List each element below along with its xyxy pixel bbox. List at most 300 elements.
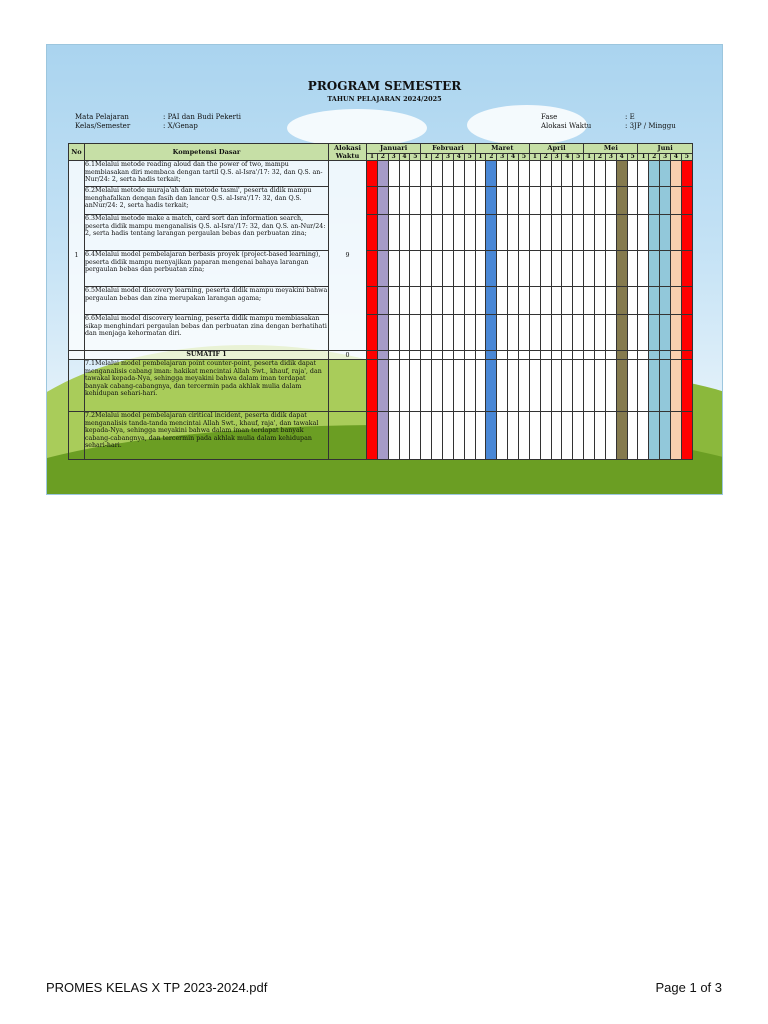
meta-label: Kelas/Semester bbox=[75, 122, 131, 130]
meta-value: : X/Genap bbox=[163, 122, 198, 130]
week-cell bbox=[584, 161, 595, 187]
week-cell bbox=[519, 287, 530, 315]
header-week: 5 bbox=[464, 153, 475, 160]
week-cell bbox=[627, 215, 638, 251]
header-no: No bbox=[69, 144, 85, 161]
week-cell bbox=[410, 412, 421, 460]
week-cell bbox=[573, 412, 584, 460]
week-cell bbox=[627, 187, 638, 215]
week-cell bbox=[453, 412, 464, 460]
week-cell bbox=[486, 412, 497, 460]
week-cell bbox=[681, 215, 692, 251]
meta-left bbox=[75, 113, 241, 131]
week-cell bbox=[432, 412, 443, 460]
header-kompetensi: Kompetensi Dasar bbox=[85, 144, 329, 161]
week-cell bbox=[540, 315, 551, 351]
week-cell bbox=[453, 251, 464, 287]
week-cell bbox=[584, 315, 595, 351]
week-cell bbox=[432, 251, 443, 287]
kompetensi-text: 7.2Melalui model pembelajaran ciritical incident, peserta didik dapat menganalisis tanda-tanda mencintai Allah Swt., khauf, raja', dan tawakal kepada-Nya, sehingga meyakini bahwa dalam iman terdapat banyak cabang-cabangnya, dan tercermin pada akhlak mulia dalam kehidupan sehari-hari. bbox=[85, 412, 329, 460]
week-cell bbox=[616, 351, 627, 360]
kompetensi-text: 6.3Melalui metode make a match, card sort dan information search, peserta didik mampu menganalisis Q.S. al-Isra'/17: 32, dan Q.S. an-Nur/24: 2, serta hadis tentang larangan pergaulan bebas dan perbuatan zina; bbox=[85, 215, 329, 251]
week-cell bbox=[453, 315, 464, 351]
header-week: 3 bbox=[443, 153, 454, 160]
week-cell bbox=[432, 161, 443, 187]
week-cell bbox=[671, 412, 682, 460]
week-cell bbox=[595, 360, 606, 412]
week-cell bbox=[671, 215, 682, 251]
week-cell bbox=[475, 315, 486, 351]
week-cell bbox=[671, 161, 682, 187]
week-cell bbox=[519, 315, 530, 351]
week-cell bbox=[562, 251, 573, 287]
week-cell bbox=[519, 161, 530, 187]
week-cell bbox=[421, 215, 432, 251]
week-cell bbox=[388, 351, 399, 360]
header-week: 5 bbox=[627, 153, 638, 160]
meta-label: Fase bbox=[541, 113, 558, 121]
week-cell bbox=[595, 251, 606, 287]
header-week: 3 bbox=[388, 153, 399, 160]
header-month: April bbox=[529, 144, 583, 154]
week-cell bbox=[562, 287, 573, 315]
page-subtitle: TAHUN PELAJARAN 2024/2025 bbox=[327, 95, 442, 103]
week-cell bbox=[377, 287, 388, 315]
week-cell bbox=[605, 187, 616, 215]
week-cell bbox=[421, 187, 432, 215]
week-cell bbox=[497, 315, 508, 351]
week-cell bbox=[432, 315, 443, 351]
document-page bbox=[46, 44, 723, 495]
week-cell bbox=[660, 360, 671, 412]
header-week: 4 bbox=[671, 153, 682, 160]
week-cell bbox=[573, 360, 584, 412]
week-cell bbox=[421, 351, 432, 360]
week-cell bbox=[399, 215, 410, 251]
header-week: 2 bbox=[540, 153, 551, 160]
header-week: 1 bbox=[529, 153, 540, 160]
week-cell bbox=[681, 315, 692, 351]
row-number bbox=[69, 351, 85, 360]
week-cell bbox=[681, 412, 692, 460]
week-cell bbox=[627, 360, 638, 412]
table-row bbox=[69, 161, 693, 187]
week-cell bbox=[519, 215, 530, 251]
week-cell bbox=[605, 412, 616, 460]
week-cell bbox=[671, 251, 682, 287]
header-month: Maret bbox=[475, 144, 529, 154]
week-cell bbox=[616, 360, 627, 412]
header-week: 5 bbox=[410, 153, 421, 160]
week-cell bbox=[616, 215, 627, 251]
week-cell bbox=[627, 315, 638, 351]
week-cell bbox=[519, 360, 530, 412]
week-cell bbox=[649, 251, 660, 287]
week-cell bbox=[584, 287, 595, 315]
week-cell bbox=[453, 287, 464, 315]
week-cell bbox=[562, 412, 573, 460]
week-cell bbox=[540, 412, 551, 460]
week-cell bbox=[595, 187, 606, 215]
header-week: 3 bbox=[497, 153, 508, 160]
week-cell bbox=[595, 287, 606, 315]
week-cell bbox=[497, 351, 508, 360]
week-cell bbox=[551, 161, 562, 187]
week-cell bbox=[453, 161, 464, 187]
week-cell bbox=[573, 251, 584, 287]
week-cell bbox=[486, 360, 497, 412]
week-cell bbox=[464, 161, 475, 187]
week-cell bbox=[497, 287, 508, 315]
week-cell bbox=[464, 187, 475, 215]
week-cell bbox=[508, 287, 519, 315]
week-cell bbox=[605, 161, 616, 187]
week-cell bbox=[443, 351, 454, 360]
week-cell bbox=[367, 187, 378, 215]
alokasi-value bbox=[329, 412, 367, 460]
week-cell bbox=[660, 161, 671, 187]
kompetensi-text: 6.6Melalui model discovery learning, peserta didik mampu membiasakan sikap menghindari pergaulan bebas dan perbuatan zina dengan berhatihati dan menjaga kehormatan diri. bbox=[85, 315, 329, 351]
week-cell bbox=[453, 215, 464, 251]
week-cell bbox=[671, 360, 682, 412]
week-cell bbox=[551, 351, 562, 360]
week-cell bbox=[475, 161, 486, 187]
week-cell bbox=[681, 287, 692, 315]
header-week: 1 bbox=[421, 153, 432, 160]
table-row bbox=[69, 360, 693, 412]
week-cell bbox=[595, 215, 606, 251]
table-row bbox=[69, 412, 693, 460]
week-cell bbox=[421, 412, 432, 460]
week-cell bbox=[616, 412, 627, 460]
week-cell bbox=[497, 251, 508, 287]
week-cell bbox=[551, 187, 562, 215]
week-cell bbox=[671, 315, 682, 351]
week-cell bbox=[660, 315, 671, 351]
meta-label: Mata Pelajaran bbox=[75, 113, 129, 121]
week-cell bbox=[410, 351, 421, 360]
week-cell bbox=[649, 287, 660, 315]
week-cell bbox=[627, 251, 638, 287]
week-cell bbox=[671, 187, 682, 215]
header-week: 4 bbox=[399, 153, 410, 160]
week-cell bbox=[562, 315, 573, 351]
week-cell bbox=[681, 351, 692, 360]
week-cell bbox=[486, 215, 497, 251]
week-cell bbox=[421, 315, 432, 351]
week-cell bbox=[443, 360, 454, 412]
week-cell bbox=[584, 351, 595, 360]
week-cell bbox=[529, 251, 540, 287]
header-week: 2 bbox=[432, 153, 443, 160]
week-cell bbox=[638, 287, 649, 315]
week-cell bbox=[660, 215, 671, 251]
week-cell bbox=[475, 351, 486, 360]
week-cell bbox=[367, 315, 378, 351]
week-cell bbox=[443, 187, 454, 215]
week-cell bbox=[410, 251, 421, 287]
week-cell bbox=[475, 187, 486, 215]
week-cell bbox=[388, 287, 399, 315]
week-cell bbox=[421, 251, 432, 287]
week-cell bbox=[464, 251, 475, 287]
header-week: 1 bbox=[638, 153, 649, 160]
week-cell bbox=[410, 161, 421, 187]
week-cell bbox=[551, 360, 562, 412]
week-cell bbox=[660, 287, 671, 315]
week-cell bbox=[367, 287, 378, 315]
week-cell bbox=[421, 287, 432, 315]
header-week: 3 bbox=[660, 153, 671, 160]
week-cell bbox=[388, 161, 399, 187]
week-cell bbox=[649, 412, 660, 460]
week-cell bbox=[486, 161, 497, 187]
week-cell bbox=[508, 187, 519, 215]
week-cell bbox=[638, 215, 649, 251]
week-cell bbox=[616, 161, 627, 187]
table-row bbox=[69, 315, 693, 351]
row-number bbox=[69, 360, 85, 412]
week-cell bbox=[388, 315, 399, 351]
header-week: 5 bbox=[681, 153, 692, 160]
alokasi-value bbox=[329, 360, 367, 412]
kompetensi-text: 6.1Melalui metode reading aloud dan the power of two, mampu membiasakan diri membaca dengan tartil Q.S. al-Isra'/17: 32, dan Q.S. an-Nur/24: 2, serta hadis terkait; bbox=[85, 161, 329, 187]
week-cell bbox=[519, 251, 530, 287]
week-cell bbox=[595, 412, 606, 460]
week-cell bbox=[475, 215, 486, 251]
week-cell bbox=[616, 187, 627, 215]
week-cell bbox=[616, 287, 627, 315]
week-cell bbox=[649, 161, 660, 187]
week-cell bbox=[388, 215, 399, 251]
week-cell bbox=[660, 351, 671, 360]
week-cell bbox=[540, 161, 551, 187]
week-cell bbox=[573, 187, 584, 215]
meta-value: : 3JP / Minggu bbox=[625, 122, 676, 130]
header-week: 3 bbox=[605, 153, 616, 160]
week-cell bbox=[627, 351, 638, 360]
week-cell bbox=[681, 187, 692, 215]
week-cell bbox=[399, 315, 410, 351]
week-cell bbox=[443, 412, 454, 460]
week-cell bbox=[497, 215, 508, 251]
week-cell bbox=[519, 187, 530, 215]
sumatif-row bbox=[69, 351, 693, 360]
week-cell bbox=[649, 360, 660, 412]
alokasi-value: 0 bbox=[329, 351, 367, 360]
sumatif-label: SUMATIF 1 bbox=[85, 351, 329, 360]
week-cell bbox=[443, 287, 454, 315]
week-cell bbox=[377, 412, 388, 460]
week-cell bbox=[649, 315, 660, 351]
week-cell bbox=[432, 215, 443, 251]
week-cell bbox=[508, 161, 519, 187]
week-cell bbox=[410, 287, 421, 315]
meta-value: : E bbox=[625, 113, 635, 121]
week-cell bbox=[605, 287, 616, 315]
week-cell bbox=[551, 412, 562, 460]
week-cell bbox=[508, 251, 519, 287]
week-cell bbox=[475, 360, 486, 412]
footer-page: Page 1 of 3 bbox=[655, 980, 722, 995]
week-cell bbox=[540, 287, 551, 315]
header-week: 1 bbox=[584, 153, 595, 160]
week-cell bbox=[399, 351, 410, 360]
week-cell bbox=[638, 251, 649, 287]
week-cell bbox=[551, 287, 562, 315]
alokasi-value: 9 bbox=[329, 161, 367, 351]
week-cell bbox=[649, 351, 660, 360]
header-week: 5 bbox=[519, 153, 530, 160]
header-week: 1 bbox=[475, 153, 486, 160]
week-cell bbox=[453, 187, 464, 215]
week-cell bbox=[421, 161, 432, 187]
week-cell bbox=[660, 251, 671, 287]
program-table bbox=[68, 143, 693, 460]
week-cell bbox=[421, 360, 432, 412]
week-cell bbox=[399, 251, 410, 287]
week-cell bbox=[605, 360, 616, 412]
week-cell bbox=[562, 187, 573, 215]
week-cell bbox=[367, 161, 378, 187]
week-cell bbox=[551, 315, 562, 351]
week-cell bbox=[660, 412, 671, 460]
week-cell bbox=[671, 287, 682, 315]
week-cell bbox=[367, 215, 378, 251]
week-cell bbox=[377, 187, 388, 215]
week-cell bbox=[399, 161, 410, 187]
row-number: 1 bbox=[69, 161, 85, 351]
header-month: Juni bbox=[638, 144, 692, 154]
week-cell bbox=[388, 412, 399, 460]
week-cell bbox=[464, 287, 475, 315]
week-cell bbox=[464, 360, 475, 412]
week-cell bbox=[605, 215, 616, 251]
header-week: 5 bbox=[573, 153, 584, 160]
week-cell bbox=[432, 351, 443, 360]
week-cell bbox=[453, 360, 464, 412]
kompetensi-text: 6.4Melalui model pembelajaran berbasis proyek (project-based learning), peserta didik mampu menyajikan paparan mengenai bahaya larangan pergaulan bebas dan perbuatan zina; bbox=[85, 251, 329, 287]
week-cell bbox=[605, 315, 616, 351]
week-cell bbox=[399, 360, 410, 412]
header-week: 4 bbox=[508, 153, 519, 160]
week-cell bbox=[660, 187, 671, 215]
week-cell bbox=[605, 251, 616, 287]
week-cell bbox=[573, 287, 584, 315]
week-cell bbox=[475, 412, 486, 460]
week-cell bbox=[595, 315, 606, 351]
week-cell bbox=[671, 351, 682, 360]
week-cell bbox=[638, 351, 649, 360]
week-cell bbox=[443, 315, 454, 351]
week-cell bbox=[497, 412, 508, 460]
week-cell bbox=[367, 351, 378, 360]
week-cell bbox=[508, 315, 519, 351]
week-cell bbox=[519, 412, 530, 460]
week-cell bbox=[529, 161, 540, 187]
week-cell bbox=[399, 287, 410, 315]
week-cell bbox=[367, 360, 378, 412]
header-week: 4 bbox=[616, 153, 627, 160]
week-cell bbox=[616, 251, 627, 287]
week-cell bbox=[627, 287, 638, 315]
meta-value: : PAI dan Budi Pekerti bbox=[163, 113, 242, 121]
week-cell bbox=[388, 360, 399, 412]
week-cell bbox=[486, 351, 497, 360]
header-week: 2 bbox=[649, 153, 660, 160]
week-cell bbox=[377, 251, 388, 287]
table-row bbox=[69, 251, 693, 287]
week-cell bbox=[529, 315, 540, 351]
table-row bbox=[69, 287, 693, 315]
week-cell bbox=[399, 412, 410, 460]
week-cell bbox=[508, 412, 519, 460]
week-cell bbox=[649, 215, 660, 251]
week-cell bbox=[432, 187, 443, 215]
week-cell bbox=[432, 360, 443, 412]
week-cell bbox=[410, 215, 421, 251]
week-cell bbox=[475, 251, 486, 287]
week-cell bbox=[464, 412, 475, 460]
table-row bbox=[69, 215, 693, 251]
table-row bbox=[69, 187, 693, 215]
meta-right bbox=[541, 113, 676, 131]
week-cell bbox=[367, 412, 378, 460]
week-cell bbox=[584, 187, 595, 215]
week-cell bbox=[540, 187, 551, 215]
week-cell bbox=[486, 315, 497, 351]
week-cell bbox=[529, 215, 540, 251]
week-cell bbox=[464, 215, 475, 251]
week-cell bbox=[464, 315, 475, 351]
week-cell bbox=[551, 251, 562, 287]
week-cell bbox=[388, 187, 399, 215]
week-cell bbox=[453, 351, 464, 360]
kompetensi-text: 6.2Melalui metode muraja'ah dan metode tasmi', peserta didik mampu menghafalkan dengan fasih dan lancar Q.S. al-Isra'/17: 32, dan Q.S. anNur/24: 2, serta hadis terkait; bbox=[85, 187, 329, 215]
week-cell bbox=[584, 412, 595, 460]
week-cell bbox=[432, 287, 443, 315]
header-week: 4 bbox=[562, 153, 573, 160]
week-cell bbox=[638, 360, 649, 412]
week-cell bbox=[464, 351, 475, 360]
header-alokasi: Alokasi Waktu bbox=[329, 144, 367, 161]
header-week: 3 bbox=[551, 153, 562, 160]
cloud-decoration bbox=[287, 109, 427, 147]
meta-label: Alokasi Waktu bbox=[541, 122, 592, 130]
footer-filename: PROMES KELAS X TP 2023-2024.pdf bbox=[46, 980, 268, 995]
week-cell bbox=[681, 251, 692, 287]
week-cell bbox=[681, 360, 692, 412]
header-week: 1 bbox=[367, 153, 378, 160]
week-cell bbox=[551, 215, 562, 251]
week-cell bbox=[486, 287, 497, 315]
week-cell bbox=[377, 351, 388, 360]
header-month: Januari bbox=[367, 144, 421, 154]
week-cell bbox=[377, 161, 388, 187]
week-cell bbox=[595, 351, 606, 360]
week-cell bbox=[410, 315, 421, 351]
week-cell bbox=[497, 187, 508, 215]
week-cell bbox=[540, 251, 551, 287]
week-cell bbox=[638, 315, 649, 351]
header-week: 2 bbox=[377, 153, 388, 160]
week-cell bbox=[605, 351, 616, 360]
week-cell bbox=[497, 161, 508, 187]
week-cell bbox=[573, 315, 584, 351]
week-cell bbox=[475, 287, 486, 315]
week-cell bbox=[638, 412, 649, 460]
week-cell bbox=[540, 351, 551, 360]
